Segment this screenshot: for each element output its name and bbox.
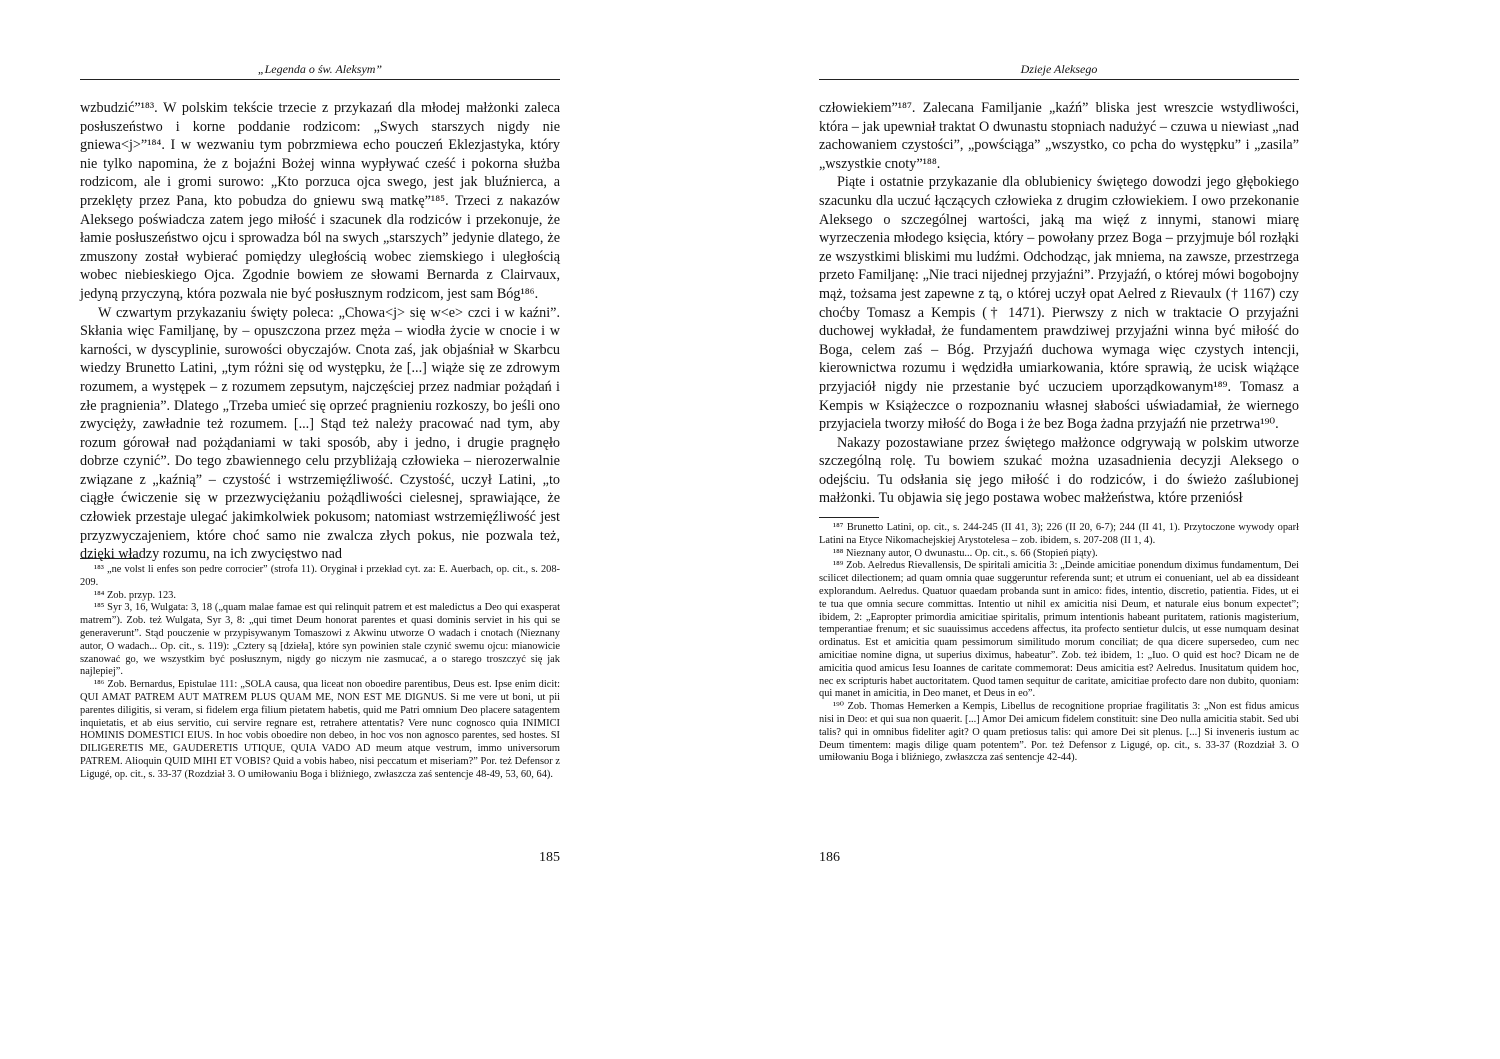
footnote: ¹⁸⁶ Zob. Bernardus, Epistulae 111: „SOLA causa, qua liceat non oboedire parentibus, Deus est. Ipse enim dicit: QUI AMAT PATREM AUT MATREM PLUS QUAM ME, NON EST ME DIGNUS. Si me vere ut boni, ut pii parentes diligitis, si veram, si fidelem erga filium pietatem habetis, quid me Patri omnium Deo placere satagentem inquietatis, et ab eius servitio, cui servire regnare est, retrahere attentatis? Vere nunc cognosco quia INIMICI HOMINIS DOMESTICI EIUS. In hoc vobis oboedire non debeo, in hoc vos non agnosco parentes, sed hostes. SI DILIGERETIS ME, GAUDERETIS UTIQUE, QUIA VADO AD meum atque vestrum, immo universorum PATREM. Alioquin QUID MIHI ET VOBIS? Quid a vobis habeo, nisi peccatum et miseriam?” Por. też Defensor z Ligugé, op. cit., s. 33-37 (Rozdział 3. O umiłowaniu Boga i bliźniego, zwłaszcza zaś sentencje 48-49, 53, 60, 64). (80, 679, 560, 780)
footnote: ¹⁸⁴ Zob. przyp. 123. (94, 589, 176, 601)
footnote: ¹⁸⁷ Brunetto Latini, op. cit., s. 244-245 (II 41, 3); 226 (II 20, 6-7); 244 (II 41, 1). Przytoczone wywody oparł Latini na Etyce Nikomachejskiej Arystotelesa – zob. ibidem, s. 207-208 (II 1, 4). (819, 522, 1299, 546)
footnote: ¹⁹⁰ Zob. Thomas Hemerken a Kempis, Libellus de recognitione propriae fragilitatis 3: „Non est fidus amicus nisi in Deo: et qui sua non quaerit. [...] Amor Dei amicum fidelem constituit: sine Deo nulla amicitia stabit. Sed ubi talis? qui in omnibus fideliter agit? O quam pretiosus talis: qui amore Dei sit plenus. [...] Si inveneris iustum ac Deum timentem: magis dilige quam potentem”. Por. też Defensor z Ligugé, op. cit., s. 33-37 (Rozdział 3. O umiłowaniu Boga i bliźniego, zwłaszcza zaś sentencje 42-44). (819, 701, 1299, 764)
left-body-text (80, 99, 560, 564)
right-body-text (819, 99, 1299, 508)
header-rule (819, 79, 1299, 80)
right-running-head: Dzieje Aleksego (1020, 62, 1098, 76)
footnote: ¹⁸³ „ne volst li enfes son pedre corrocier” (strofa 11). Oryginał i przekład cyt. za: E. Auerbach, op. cit., s. 208-209. (80, 564, 560, 588)
page-number: 186 (819, 850, 840, 865)
left-running-head: „Legenda o św. Aleksym” (257, 62, 383, 76)
left-footnotes (80, 564, 560, 782)
right-footnotes (819, 522, 1299, 765)
footnote-rule (819, 517, 879, 518)
paragraph: Nakazy pozostawiane przez świętego małżonce odgrywają w polskim utworze szczególną rolę. Tu bowiem szukać można uzasadnienia decyzji Aleksego o odejściu. Tu odsłania się jego miłość i do rodziców, i do świeżo zaślubionej małżonki. Tu objawia się jego postawa wobec małżeństwa, które przeniósł (819, 434, 1299, 507)
footnote: ¹⁸⁵ Syr 3, 16, Wulgata: 3, 18 („quam malae famae est qui relinquit patrem et est maledictus a Deo qui exasperat matrem”). Zob. też Wulgata, Syr 3, 8: „qui timet Deum honorat parentes et quasi dominis serviet in his qui se generaverunt”. Stąd pouczenie w przypisywanym Tomaszowi z Akwinu utworze O wadach i cnotach (Nieznany autor, O wadach... Op. cit., s. 119): „Cztery są [dzieła], które syn powinien stale czynić swemu ojcu: mianowicie szanować go, we wszystkim być posłusznym, nigdy go niczym nie zasmucać, a o starego troszczyć się jak najlepiej”. (80, 602, 560, 678)
footnote: ¹⁸⁸ Nieznany autor, O dwunastu... Op. cit., s. 66 (Stopień piąty). (833, 547, 1098, 559)
footnote-rule (80, 558, 140, 559)
page-number: 185 (539, 850, 560, 865)
paragraph: Piąte i ostatnie przykazanie dla oblubienicy świętego dowodzi jego głębokiego szacunku dla uczuć łączących człowieka z drugim człowiekiem. I owo przekonanie Aleksego o szczególnej wartości, jaką ma więź z innymi, stanowi miarę wyrzeczenia młodego księcia, który – powołany przez Boga – przyjmuje ból rozłąki ze wszystkimi bliskimi mu ludźmi. Odchodząc, jak mniema, na zawsze, przestrzega przeto Familjanę: „Nie traci nijednej przyjaźni”. Przyjaźń, o której mówi bogobojny mąż, tożsama jest zapewne z tą, o której uczył opat Aelred z Rievaulx († 1167) czy choćby Tomasz a Kempis († 1471). Pierwszy z nich w traktacie O przyjaźni duchowej wykładał, że fundamentem prawdziwej przyjaźni winna być miłość do Boga, celem zaś – Bóg. Przyjaźń duchowa wymaga więc czystych intencji, kierownictwa rozumu i wędzidła umiarkowania, które sprawią, że ucisk wiążące przyjaciół nigdy nie przestanie być uczuciem uporządkowanym¹⁸⁹. Tomasz a Kempis w Książeczce o rozpoznaniu własnej słabości uświadamiał, że wiernego przyjaciela tworzy miłość do Boga i że bez Boga żadna przyjaźń nie przetrwa¹⁹⁰. (819, 174, 1299, 433)
paragraph: człowiekiem”¹⁸⁷. Zalecana Familjanie „kaźń” bliska jest wreszcie wstydliwości, która – jak upewniał traktat O dwunastu stopniach nadużyć – czuwa u niewiast „nad zachowaniem czystości”, „powściąga” „wszystko, co pcha do występku” i „zasila” „wszystkie cnoty”¹⁸⁸. (819, 100, 1299, 172)
header-rule (80, 79, 560, 80)
paragraph: W czwartym przykazaniu święty poleca: „Chowa<j> się w<e> czci i w kaźni”. Skłania więc Familjanę, by – opuszczona przez męża – wiodła życie w cnocie i w karności, w dyscyplinie, surowości obyczajów. Cnota zaś, jak objaśniał w Skarbcu wiedzy Brunetto Latini, „tym różni się od występku, że [...] wiąże się ze zdrowym rozumem, a występek – z rozumem zepsutym, najczęściej przez nadmiar pożądań i złe pragnienia”. Dlatego „Trzeba umieć się oprzeć pragnieniu rozkoszy, bo jeśli ono zwycięży, zawładnie też rozumem. [...] Stąd też należy pracować nad tym, aby rozum górował nad pożądaniami w taki sposób, aby i jedno, i drugie pragnęło dobrze czynić”. Do tego zbawiennego celu przybliżają człowieka – nierozerwalnie związane z „kaźnią” – czystość i wstrzemięźliwość. Czystość, uczył Latini, „to ciągłe ćwiczenie się w przezwyciężaniu pożądliwości cielesnej, sprawiające, że człowiek przestaje ulegać jakimkolwiek pokusom; natomiast wstrzemięźliwość jest przyzwyczajeniem, które choć samo nie zwalcza złych pokus, nie pozwala też, dzięki władzy rozumu, na ich zwycięstwo nad (80, 304, 560, 563)
footnote: ¹⁸⁹ Zob. Aelredus Rievallensis, De spiritali amicitia 3: „Deinde amicitiae ponendum diximus fundamentum, Dei scilicet dilectionem; ad quam omnia quae suggeruntur referenda sunt; et utrum ei conueniant, uel ab ea dissideant explorandum. Aelredus. Quatuor quaedam probanda sunt in amico: fides, intentio, discretio, patientia. Fides, ut ei te tua que omnia secure committas. Intentio ut nihil ex amicitia nisi Deum, et naturale eius bonum expectet”; ibidem, 2: „Eapropter primordia amicitiae spiritalis, primum intentionis habeant puritatem, rationis magisterium, temperantiae frenum; et sic suauissimus accedens affectus, ita profecto sentietur dulcis, ut esse numquam desinat ordinatus. Est et amicitia quam pessimorum similitudo morum conciliat; de qua dicere supersedeo, cum nec amicitiae nomine digna, ut superius diximus, habeatur”. Zob. też ibidem, 1: „Iuo. O quid est hoc? Dicam ne de amicitia quod amicus Iesu Ioannes de caritate commemorat: Deus amicitia est? Aelredus. Inusitatum quidem hoc, nec ex scripturis habet auctoritatem. Quod tamen sequitur de caritate, amicitiae profecto dare non dubito, quoniam: qui manet in amicitia, in Deo manet, et Deus in eo”. (819, 560, 1299, 700)
paragraph: wzbudzić”¹⁸³. W polskim tekście trzecie z przykazań dla młodej małżonki zaleca posłuszeństwo i korne poddanie rodzicom: „Swych starszych nigdy nie gniewa<j>”¹⁸⁴. I w wezwaniu tym pobrzmiewa echo pouczeń Eklezjastyka, który nie tylko napomina, że z bojaźni Bożej winna wypływać cześć i pokorna służba rodzicom, ale i gromi surowo: „Kto porzuca ojca swego, jest jak bluźnierca, a przeklęty przez Pana, kto pobudza do gniewu swą matkę”¹⁸⁵. Trzeci z nakazów Aleksego poświadcza zatem jego miłość i szacunek dla rodziców i przekonuje, że łamie posłuszeństwo ojcu i sprowadza ból na swych „starszych” jedynie dlatego, że zmuszony został wybierać pomiędzy uległością wobec ziemskiego i uległością wobec niebieskiego Ojca. Zgodnie bowiem ze słowami Bernarda z Clairvaux, jedyną przyczyną, która pozwala nie być posłusznym rodzicom, jest sam Bóg¹⁸⁶. (80, 100, 560, 302)
